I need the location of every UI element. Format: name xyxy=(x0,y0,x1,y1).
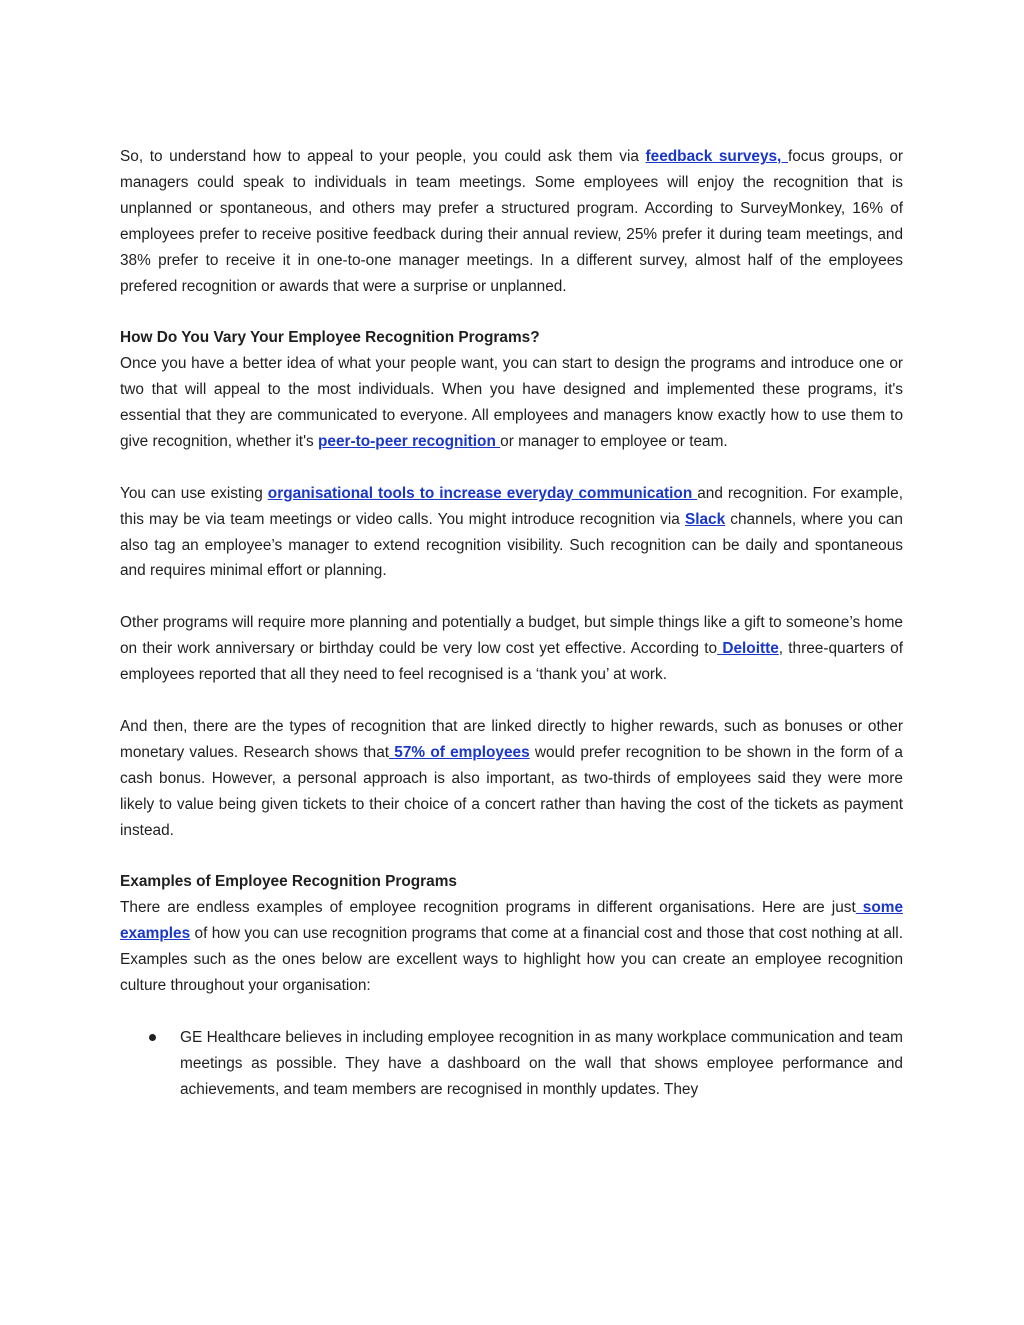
examples-list xyxy=(120,1025,903,1103)
57-percent-employees-link[interactable]: 57% of employees xyxy=(389,743,530,761)
list-item: GE Healthcare believes in including employee recognition in as many workplace communication and team meetings as possible. They have a dashboard on the wall that shows employee performance and achievements, and team members are recognised in monthly updates. They xyxy=(120,1025,903,1103)
tools-paragraph: You can use existing organisational tools to increase everyday communication and recognition. For example, this may be via team meetings or video calls. You might introduce recognition via Slack channels, where you can also tag an employee’s manager to extend recognition visibility. Such recognition can be daily and spontaneous and requires minimal effort or planning. xyxy=(120,484,903,580)
section-heading-vary-programs: How Do You Vary Your Employee Recognition Programs? xyxy=(120,329,540,347)
peer-to-peer-recognition-link[interactable]: peer-to-peer recognition xyxy=(318,432,501,450)
rewards-paragraph: And then, there are the types of recognition that are linked directly to higher rewards, such as bonuses or other monetary values. Research shows that 57% of employees would prefer recognition to be shown in the form of a cash bonus. However, a personal approach is also important, as two-thirds of employees said they were more likely to value being given tickets to their choice of a concert rather than having the cost of the tickets as payment instead. xyxy=(120,717,903,839)
intro-paragraph: So, to understand how to appeal to your people, you could ask them via feedback surveys, focus groups, or managers could speak to individuals in team meetings. Some employees will enjoy the recognition that is unplanned or spontaneous, and others may prefer a structured program. According to SurveyMonkey, 16% of employees prefer to receive positive feedback during their annual review, 25% prefer it during team meetings, and 38% prefer to receive it in one-to-one manager meetings. In a different survey, almost half of the employees prefered recognition or awards that were a surprise or unplanned. xyxy=(120,148,903,295)
deloitte-paragraph: Other programs will require more planning and potentially a budget, but simple things like a gift to someone’s home on their work anniversary or birthday could be very low cost yet effective. According to Deloitte, three-quarters of employees reported that all they need to feel recognised is a ‘thank you’ at work. xyxy=(120,614,903,684)
feedback-surveys-link[interactable]: feedback surveys, xyxy=(645,148,788,165)
examples-paragraph: There are endless examples of employee recognition programs in different organisations. Here are just some examples of how you can use recognition programs that come at a financial cost and those that cost nothing at all. Examples such as the ones below are excellent ways to highlight how you can create an employee recognition culture throughout your organisation: xyxy=(120,899,904,994)
bullet-icon xyxy=(149,1034,156,1041)
organisational-tools-link[interactable]: organisational tools to increase everyday communication xyxy=(267,484,698,502)
document-page xyxy=(120,144,903,1102)
section-heading-examples: Examples of Employee Recognition Programs xyxy=(120,873,457,891)
some-examples-link[interactable]: some examples xyxy=(120,899,904,943)
deloitte-link[interactable]: Deloitte xyxy=(717,640,779,658)
vary-programs-paragraph: Once you have a better idea of what your people want, you can start to design the programs and introduce one or two that will appeal to the most individuals. When you have designed and implemented these programs, it's essential that they are communicated to everyone. All employees and managers know exactly how to use them to give recognition, whether it's peer-to-peer recognition or manager to employee or team. xyxy=(120,355,903,450)
slack-link[interactable]: Slack xyxy=(684,510,726,528)
